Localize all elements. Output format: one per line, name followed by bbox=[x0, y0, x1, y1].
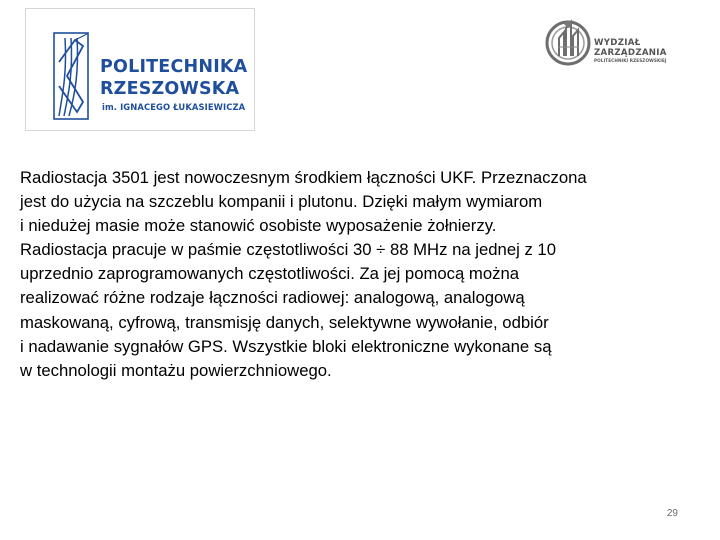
politechnika-wordmark bbox=[100, 56, 247, 113]
text-line: maskowaną, cyfrową, transmisję danych, selektywne wywołanie, odbiór bbox=[20, 312, 549, 332]
page-number: 29 bbox=[666, 508, 678, 519]
faculty-name-line2: ZARZĄDZANIA bbox=[594, 48, 667, 58]
text-line: w technologii montażu powierzchniowego. bbox=[20, 360, 332, 380]
university-patron: im. IGNACEGO ŁUKASIEWICZA bbox=[102, 102, 246, 112]
politechnika-emblem-icon bbox=[53, 32, 89, 120]
text-line: i niedużej masie może stanowić osobiste wyposażenie żołnierzy. bbox=[20, 216, 497, 236]
university-name-line2: RZESZOWSKA bbox=[100, 79, 240, 99]
slide-body-text bbox=[20, 166, 710, 383]
wydzial-emblem-icon bbox=[544, 16, 594, 68]
text-line: Radiostacja 3501 jest nowoczesnym środkiem łączności UKF. Przeznaczona bbox=[20, 168, 587, 187]
university-name-line1: POLITECHNIKA bbox=[100, 57, 248, 77]
politechnika-rzeszowska-logo bbox=[25, 8, 255, 131]
wydzial-zarzadzania-logo bbox=[542, 16, 682, 72]
text-line: uprzednio zaprogramowanych częstotliwości. Za jej pomocą można bbox=[20, 264, 520, 284]
text-line: realizować różne rodzaje łączności radiowej: analogową, analogową bbox=[20, 288, 525, 308]
text-line: i nadawanie sygnałów GPS. Wszystkie bloki elektroniczne wykonane są bbox=[20, 336, 552, 356]
text-line: jest do użycia na szczeblu kompanii i plutonu. Dzięki małym wymiarom bbox=[20, 192, 543, 212]
text-line: Radiostacja pracuje w paśmie częstotliwości 30 ÷ 88 MHz na jednej z 10 bbox=[20, 240, 556, 260]
faculty-name-line1: WYDZIAŁ bbox=[594, 38, 641, 48]
wydzial-wordmark bbox=[594, 38, 667, 64]
faculty-name-line3: POLITECHNIKI RZESZOWSKIEJ bbox=[594, 58, 667, 63]
